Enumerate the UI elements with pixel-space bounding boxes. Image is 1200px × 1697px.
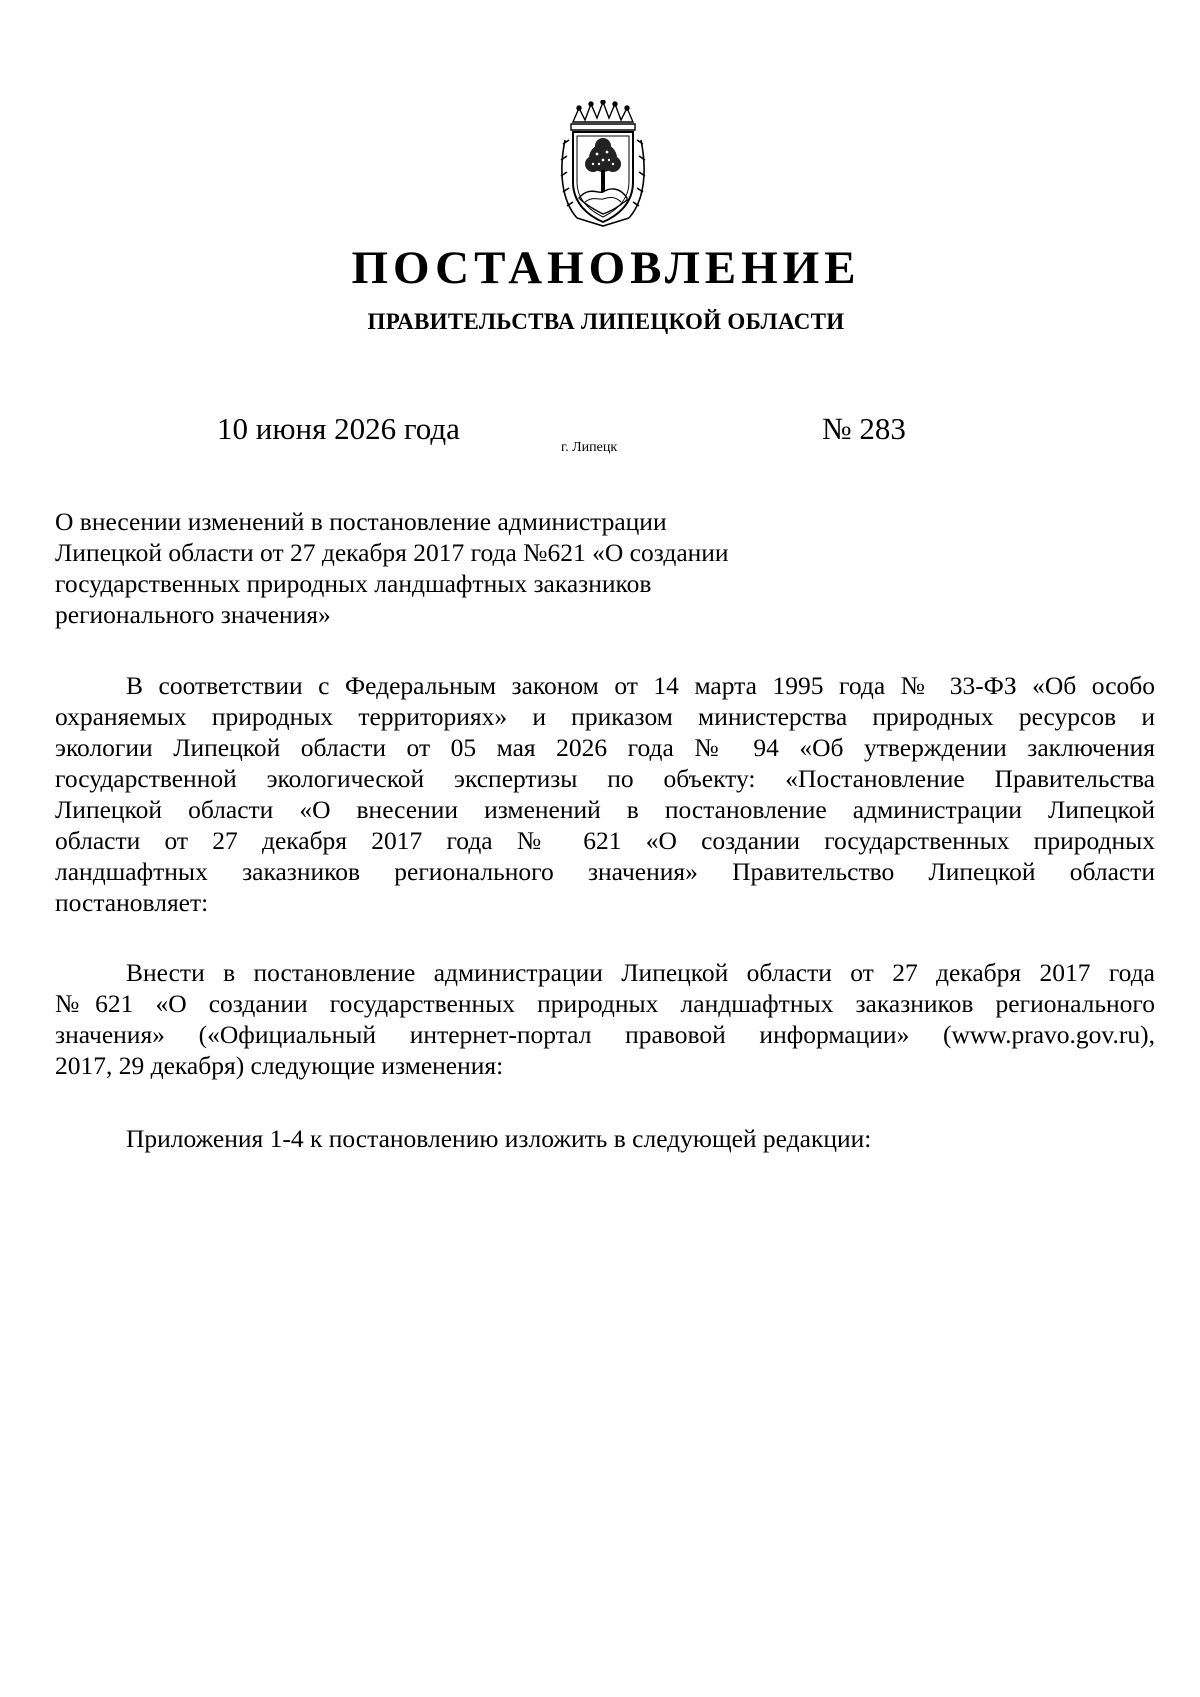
paragraph-line: Липецкой области «О внесении изменений в постановление администрации Липецкой [55, 795, 1155, 824]
paragraph-line: Приложения 1-4 к постановлению изложить в следующей редакции: [126, 1124, 872, 1153]
document-date: 10 июня 2026 года [217, 411, 460, 446]
paragraph-line: Внести в постановление администрации Липецкой области от 27 декабря 2017 года [126, 958, 1155, 987]
document-heading [55, 506, 835, 630]
heading-line: государственных природных ландшафтных заказников [55, 569, 652, 598]
document-subtitle: ПРАВИТЕЛЬСТВА ЛИПЕЦКОЙ ОБЛАСТИ [367, 309, 845, 334]
paragraph-line: В соответствии с Федеральным законом от 14 марта 1995 года № 33-ФЗ «Об особо [126, 671, 1155, 700]
paragraph-line: 2017, 29 декабря) следующие изменения: [55, 1051, 504, 1080]
paragraph-line: значения» («Официальный интернет-портал правовой информации» (www.pravo.gov.ru), [55, 1020, 1155, 1049]
paragraph-line: ландшафтных заказников регионального значения» Правительство Липецкой области [55, 857, 1155, 886]
paragraph-line: постановляет: [55, 888, 209, 917]
lipetsk-coat-of-arms-icon [557, 100, 649, 230]
heading-line: Липецкой области от 27 декабря 2017 года №621 «О создании [55, 538, 729, 567]
paragraph-line: области от 27 декабря 2017 года № 621 «О создании государственных природных [55, 826, 1155, 855]
heading-line: регионального значения» [55, 600, 331, 629]
paragraph-appendix [55, 1123, 1155, 1154]
document-title: ПОСТАНОВЛЕНИЕ [351, 242, 861, 294]
paragraph-line: государственной экологической экспертизы по объекту: «Постановление Правительства [55, 764, 1155, 793]
paragraph-line: охраняемых природных территориях» и приказом министерства природных ресурсов и [55, 702, 1155, 731]
document-city: г. Липецк [561, 440, 618, 455]
paragraph-line: экологии Липецкой области от 05 мая 2026 года № 94 «Об утверждении заключения [55, 733, 1155, 762]
document-number: № 283 [822, 411, 906, 446]
paragraph-line: №621 «О создании государственных природных ландшафтных заказников регионального [55, 989, 1155, 1018]
paragraph-preamble [55, 670, 1155, 918]
paragraph-amendment [55, 957, 1155, 1081]
heading-line: О внесении изменений в постановление администрации [55, 507, 667, 536]
